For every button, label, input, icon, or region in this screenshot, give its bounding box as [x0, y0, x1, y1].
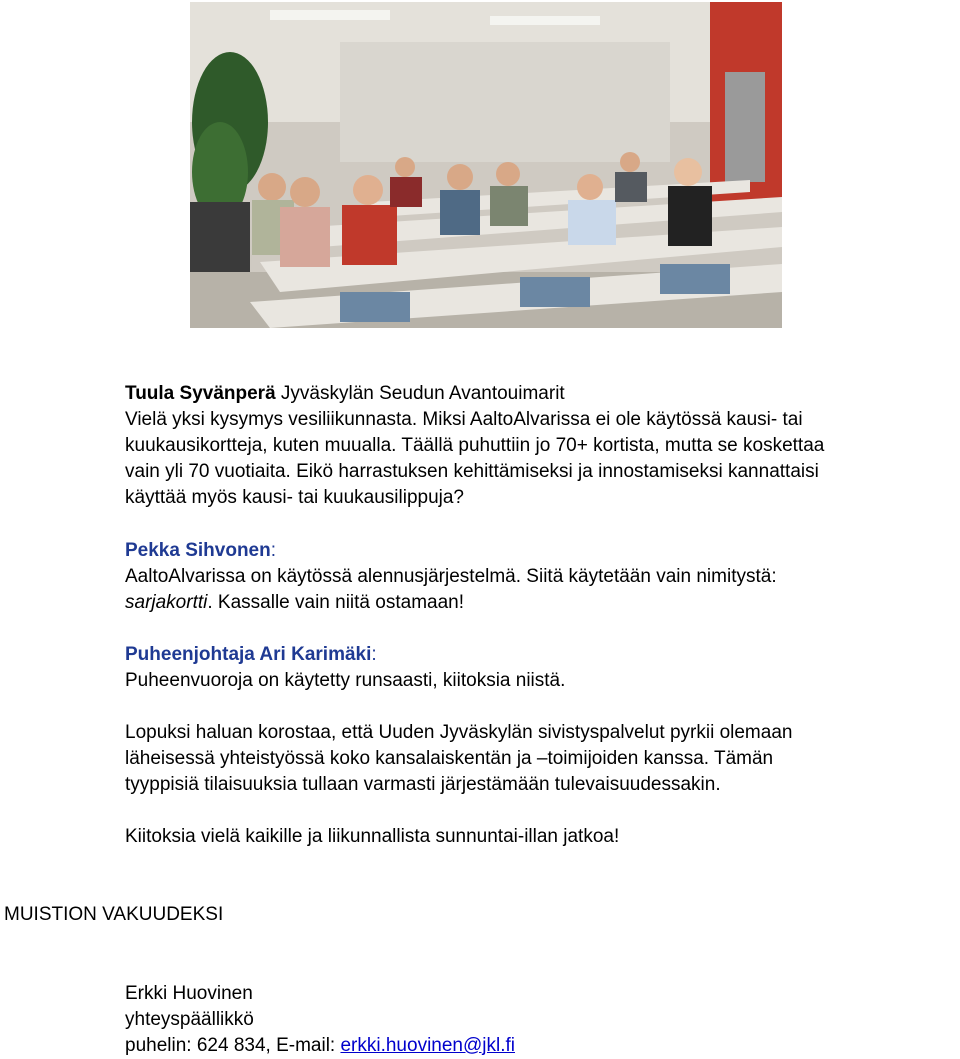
- closing-line: tyyppisiä tilaisuuksia tullaan varmasti järjestämään tulevaisuudessakin.: [125, 774, 721, 795]
- thanks-line: Kiitoksia vielä kaikille ja liikunnallista sunnuntai-illan jatkoa!: [125, 826, 620, 847]
- speaker3-line: Puheenvuoroja on käytetty runsaasti, kiitoksia niistä.: [125, 670, 566, 691]
- speaker2-name: Pekka Sihvonen: [125, 540, 271, 561]
- speaker1-line: Vielä yksi kysymys vesiliikunnasta. Miksi AaltoAlvarissa ei ole käytössä kausi- tai: [125, 409, 803, 430]
- speaker2-block: [125, 538, 955, 616]
- signature-block: [125, 981, 955, 1059]
- speaker2-italic: sarjakortti: [125, 592, 208, 613]
- speaker1-block: [125, 381, 955, 511]
- signature-contact: [125, 1033, 955, 1059]
- speaker3-header: [125, 642, 955, 668]
- speaker3-name: Puheenjohtaja Ari Karimäki: [125, 644, 372, 665]
- speaker3-colon: :: [371, 644, 377, 665]
- speaker1-org: Jyväskylän Seudun Avantouimarit: [275, 383, 565, 404]
- speaker1-line: käyttää myös kausi- tai kuukausilippuja?: [125, 487, 465, 508]
- speaker1-header: [125, 381, 955, 407]
- speaker2-header: [125, 538, 955, 564]
- closing-line: Lopuksi haluan korostaa, että Uuden Jyväskylän sivistyspalvelut pyrkii olemaan: [125, 722, 793, 743]
- speaker1-name: Tuula Syvänperä: [125, 383, 276, 404]
- meeting-photo: [190, 2, 782, 328]
- signature-name: Erkki Huovinen: [125, 983, 253, 1004]
- speaker1-line: kuukausikortteja, kuten muualla. Täällä puhuttiin jo 70+ kortista, mutta se koskettaa: [125, 435, 825, 456]
- meeting-photo-graphic: [190, 2, 782, 328]
- closing-line: läheisessä yhteistyössä koko kansalaiskentän ja –toimijoiden kanssa. Tämän: [125, 748, 774, 769]
- memo-heading: MUISTION VAKUUDEKSI: [4, 904, 224, 925]
- signature-title: yhteyspäällikkö: [125, 1009, 254, 1030]
- speaker2-line2: [125, 590, 955, 616]
- speaker3-block: [125, 642, 955, 694]
- speaker2-rest: . Kassalle vain niitä ostamaan!: [207, 592, 464, 613]
- speaker2-colon: :: [270, 540, 277, 561]
- email-link[interactable]: erkki.huovinen@jkl.fi: [340, 1035, 515, 1056]
- closing-block: [125, 720, 955, 798]
- speaker2-line: AaltoAlvarissa on käytössä alennusjärjestelmä. Siitä käytetään vain nimitystä:: [125, 566, 777, 587]
- phone-label: puhelin: 624 834, E-mail:: [125, 1035, 341, 1056]
- speaker1-line: vain yli 70 vuotiaita. Eikö harrastuksen kehittämiseksi ja innostamiseksi kannattaisi: [125, 461, 819, 482]
